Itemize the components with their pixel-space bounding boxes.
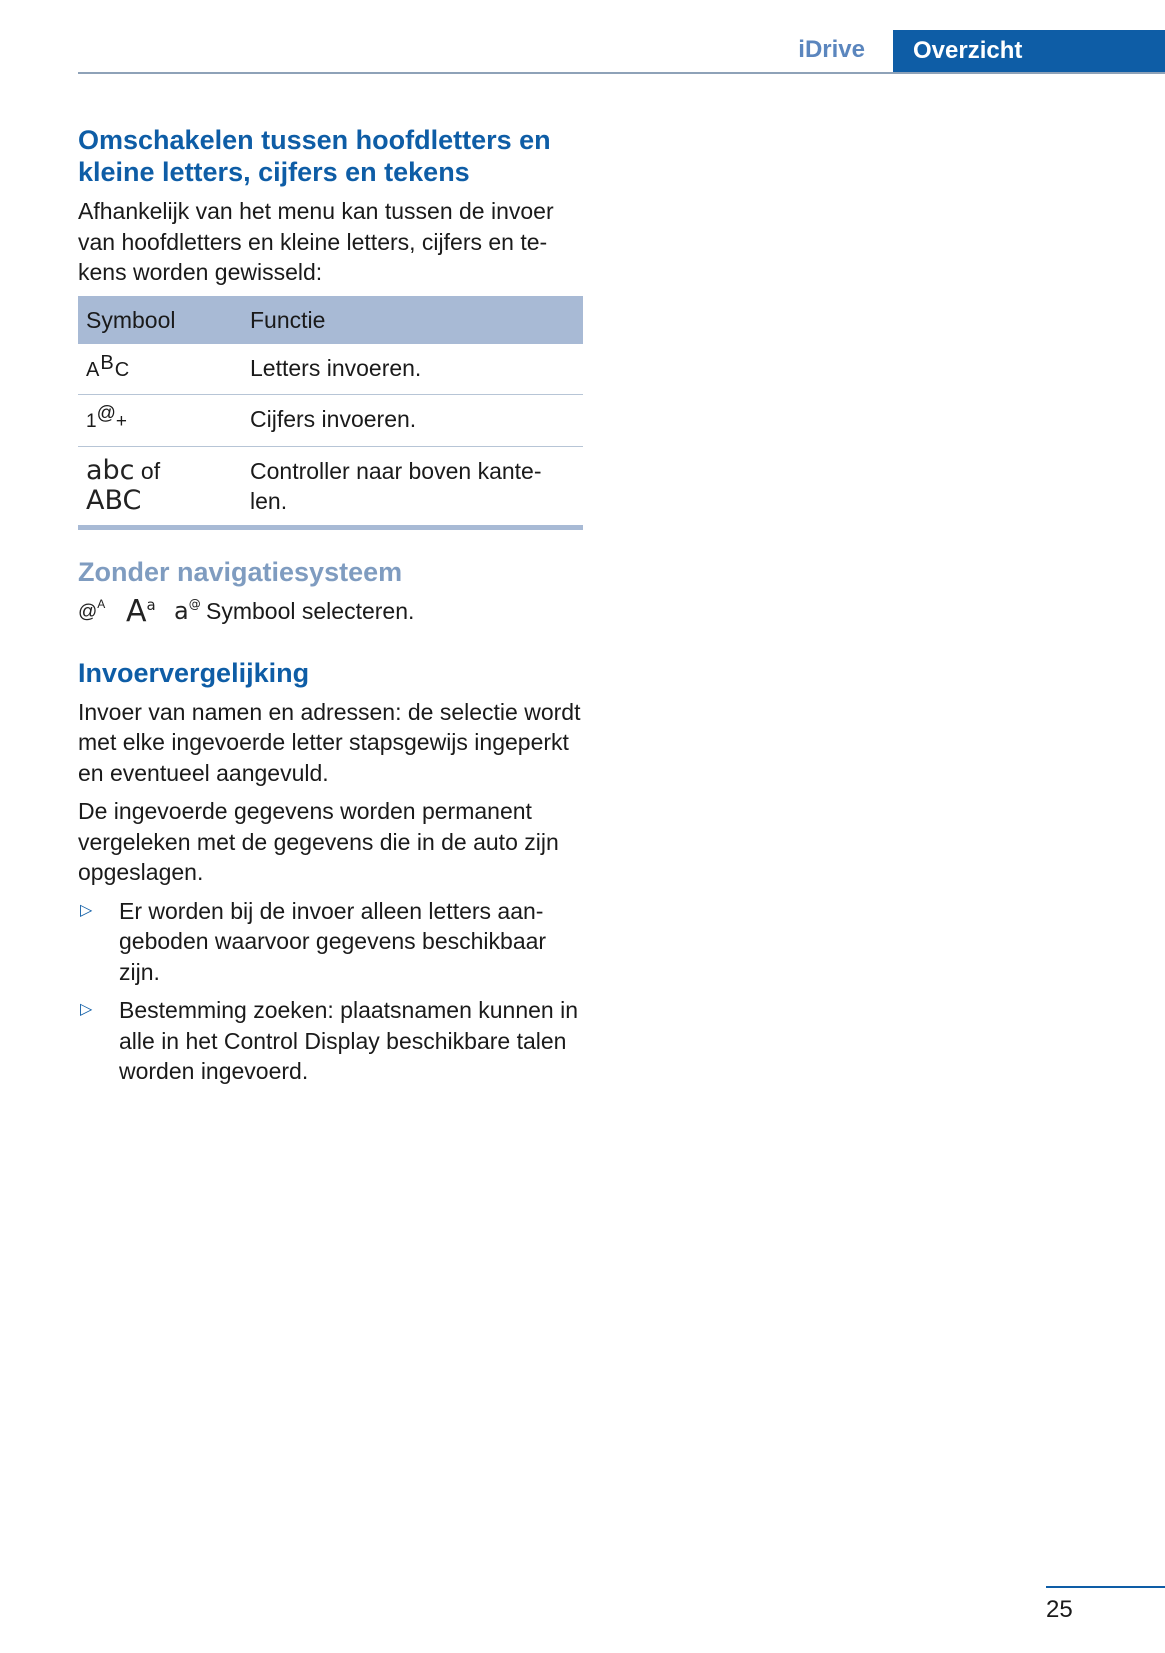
section-title-input-comparison: Invoervergelijking — [78, 657, 310, 688]
bullet-list — [78, 896, 584, 1087]
section-title-no-navigation: Zonder navigatiesysteem — [78, 556, 403, 587]
header-section-label: iDrive — [798, 36, 865, 63]
table-cell-function: Cijfers invoeren. — [242, 394, 583, 446]
table-row — [78, 344, 583, 395]
table-cell-function: Letters invoeren. — [242, 344, 583, 395]
numbers-symbol-icon: 1@+ — [78, 394, 242, 446]
symbol-icons-row — [78, 594, 584, 629]
symbol-table — [78, 296, 583, 530]
list-item: ▷ Er worden bij de invoer alleen letters aan-geboden waarvoor gegevens beschikbaar zijn. — [80, 897, 547, 985]
table-header-symbol: Symbool — [78, 296, 242, 344]
main-content — [78, 124, 584, 1095]
triangle-bullet-icon: ▷ — [80, 901, 93, 919]
uppercase-symbol-icon: ABC — [86, 484, 142, 516]
footer-rule — [1046, 1586, 1165, 1588]
header-chapter-tab: Overzicht — [893, 30, 1165, 74]
paragraph: Invoer van namen en adressen: de selectie wordt met elke ingevoerde letter stapsgewijs ingeperkt en eventueel aangevuld. — [78, 698, 581, 786]
table-row — [78, 394, 583, 446]
list-item: ▷ Bestemming zoeken: plaatsnamen kunnen in alle in het Control Display beschikbare talen worden ingevoerd. — [80, 997, 579, 1084]
page-number: 25 — [1046, 1596, 1073, 1623]
lowercase-symbol-icon: abc — [86, 454, 135, 486]
section-title-case-switch: Omschakelen tussen hoofdletters en kleine letters, cijfers en tekens — [78, 125, 551, 187]
paragraph: De ingevoerde gegevens worden permanent vergeleken met de gegevens die in de auto zijn opgeslagen. — [78, 798, 559, 885]
header-rule — [78, 72, 1165, 74]
table-cell-function: Controller naar boven kante-len. — [242, 446, 583, 527]
case-symbol-cell: abc of ABC — [78, 446, 242, 527]
section-intro: Afhankelijk van het menu kan tussen de invoer van hoofdletters en kleine letters, cijfers en te-kens worden gewisseld: — [78, 198, 554, 285]
triangle-bullet-icon: ▷ — [80, 1001, 93, 1018]
icon-description: Symbool selecteren. — [206, 597, 415, 624]
at-uppercase-icon: @$^A$ — [78, 596, 106, 623]
table-row — [78, 446, 583, 527]
letters-symbol-icon: ABC — [78, 344, 242, 395]
uppercase-lowercase-icon: $A^a$ — [126, 593, 156, 629]
lowercase-at-icon: a@ — [174, 597, 201, 625]
table-header-function: Functie — [242, 296, 583, 344]
